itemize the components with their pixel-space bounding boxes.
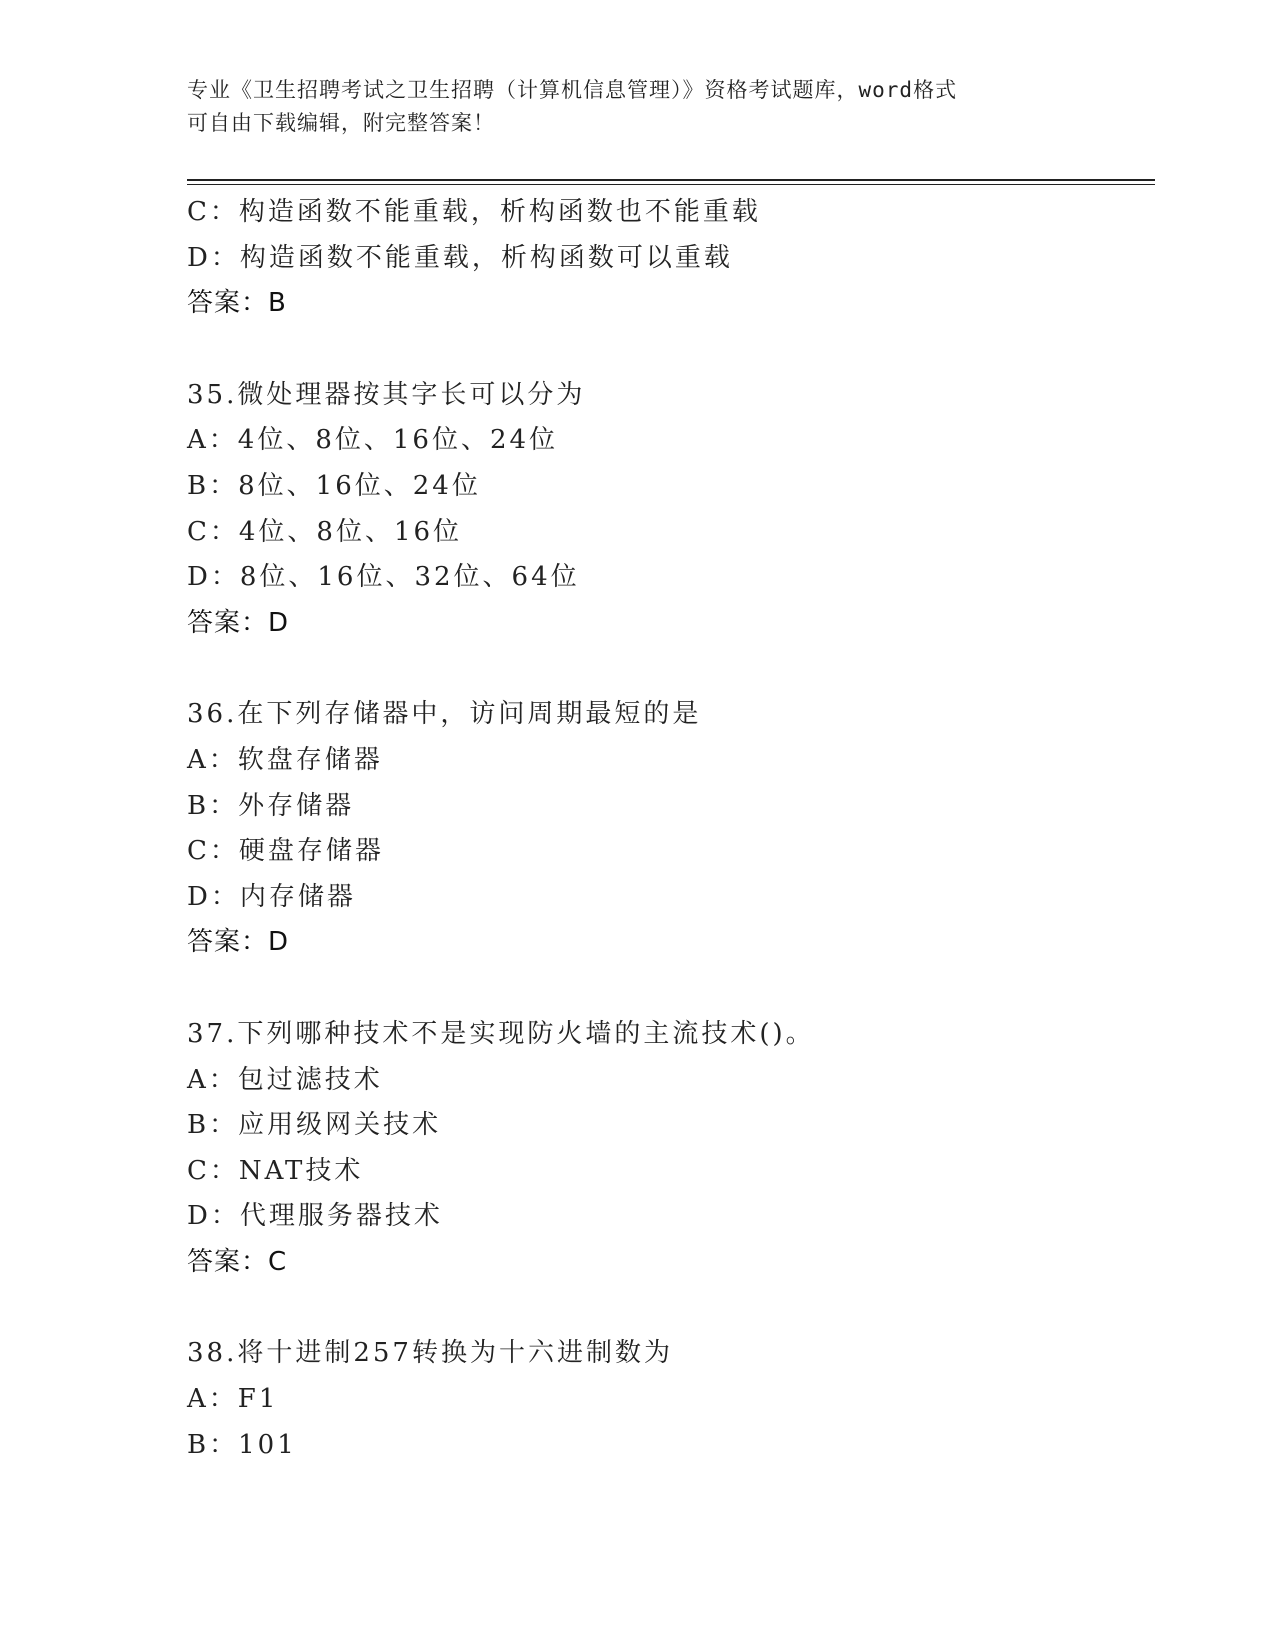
- header-line-1: 专业《卫生招聘考试之卫生招聘（计算机信息管理）》资格考试题库，word格式: [187, 78, 958, 102]
- option-d: D：内存储器: [187, 881, 356, 912]
- option-b: B：101: [187, 1429, 297, 1460]
- question-38: [187, 1331, 1155, 1468]
- header-line-2: 可自由下载编辑，附完整答案！: [187, 111, 495, 135]
- answer-line: 答案：B: [187, 288, 287, 319]
- answer-line: 答案：C: [187, 1246, 288, 1277]
- header-divider-thick: [187, 179, 1155, 181]
- header-divider-thin: [187, 184, 1155, 185]
- question-34-continued: [187, 190, 1155, 327]
- question-36: [187, 692, 1155, 966]
- answer-line: 答案：D: [187, 927, 290, 958]
- answer-line: 答案：D: [187, 607, 290, 638]
- question-35: [187, 373, 1155, 647]
- option-a: A：4位、8位、16位、24位: [187, 425, 559, 456]
- option-a: A：软盘存储器: [187, 744, 383, 775]
- question-37: [187, 1012, 1155, 1286]
- question-stem: 35.微处理器按其字长可以分为: [187, 379, 586, 410]
- question-stem: 38.将十进制257转换为十六进制数为: [187, 1338, 673, 1369]
- option-d: D：构造函数不能重载，析构函数可以重载: [187, 242, 733, 273]
- option-a: A：F1: [187, 1384, 279, 1415]
- option-a: A：包过滤技术: [187, 1064, 383, 1095]
- question-stem: 37.下列哪种技术不是实现防火墙的主流技术()。: [187, 1018, 815, 1049]
- option-b: B：应用级网关技术: [187, 1110, 442, 1141]
- spacer: [187, 966, 1155, 1012]
- spacer: [187, 327, 1155, 373]
- option-c: C：NAT技术: [187, 1155, 364, 1186]
- option-d: D：8位、16位、32位、64位: [187, 562, 580, 593]
- spacer: [187, 1285, 1155, 1331]
- option-b: B：8位、16位、24位: [187, 470, 481, 501]
- option-c: C：硬盘存储器: [187, 836, 384, 867]
- option-b: B：外存储器: [187, 790, 355, 821]
- question-list: [187, 190, 1155, 1468]
- option-c: C：构造函数不能重载，析构函数也不能重载: [187, 197, 761, 227]
- spacer: [187, 646, 1155, 692]
- option-c: C：4位、8位、16位: [187, 516, 463, 547]
- document-header: [187, 74, 1067, 140]
- question-stem: 36.在下列存储器中，访问周期最短的是: [187, 699, 702, 730]
- option-d: D：代理服务器技术: [187, 1201, 443, 1232]
